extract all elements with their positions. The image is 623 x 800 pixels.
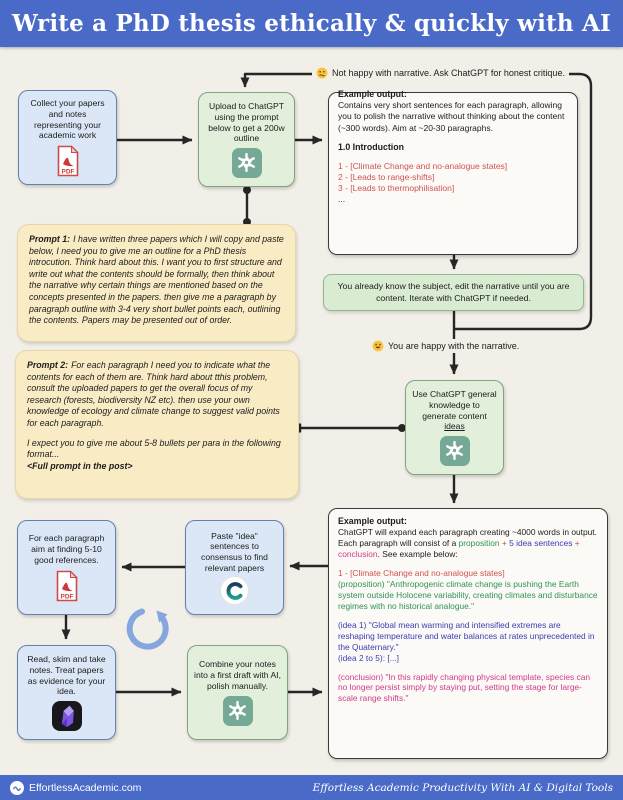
footer-site <box>10 781 141 795</box>
generate-ideas-step <box>405 380 504 475</box>
chatgpt-icon <box>232 148 262 178</box>
footer-tagline: Effortless Academic Productivity With AI & Digital Tools <box>312 781 613 794</box>
consensus-search-step <box>185 520 284 615</box>
effortless-academic-logo <box>10 781 24 795</box>
prompt2-note <box>15 350 299 499</box>
svg-text:PDF: PDF <box>60 593 73 601</box>
prompt2-full-prompt-note: <Full prompt in the post> <box>27 460 133 471</box>
prompt1-label: Prompt 1: <box>29 234 71 244</box>
obsidian-icon <box>52 701 82 731</box>
not-happy-feedback-label: Not happy with narrative. Ask ChatGPT for honest critique. <box>312 66 569 80</box>
footer-site-label: EffortlessAcademic.com <box>29 781 142 794</box>
example2-idea-range: (idea 2 to 5): [...] <box>338 652 399 663</box>
example2-idea: (idea 1) "Global mean warming and intensified extremes are reshaping temperature and water balances at rates unprecedented in the Quaternary." <box>338 619 595 652</box>
chatgpt-icon <box>223 696 253 726</box>
example2-proposition: (proposition) "Anthropogenic climate change is pushing the Earth system outside Holocene variability, creating climates and disturbance regimes with no historical analogue." <box>338 579 598 611</box>
example1-subheading: 1.0 Introduction <box>338 141 404 152</box>
example2-heading: Example output: <box>338 516 407 526</box>
read-take-notes-step <box>17 645 116 740</box>
consensus-icon <box>221 577 248 604</box>
upload-chatgpt-step <box>198 92 295 187</box>
example-output-outline-panel <box>328 89 578 255</box>
generate-ideas-label: Use ChatGPT general knowledge to generate content ideas <box>412 389 497 432</box>
prompt1-text: I have written three papers which I will copy and paste below, I need you to give me an outline for a PhD thesis introcution. Think hard about this. I want you to first structure and write out what the contents should be formally, then think about the narrative why certain things are mentioned based on the concepts presented in the papers. then give me a paragraph by paragraph outline with 3-4 very short bullet points each, outlining the contents. Papers may be presented out of order. <box>29 234 284 326</box>
cycle-arrow-icon <box>122 602 174 656</box>
confused-face-icon <box>316 67 328 79</box>
prompt1-note <box>17 224 296 342</box>
combine-draft-step <box>187 645 288 740</box>
example2-intro: ChatGPT will expand each paragraph creating ~4000 words in output. Each paragraph will consist of a proposition + 5 idea sentences + conclusion. See example below: <box>338 527 597 560</box>
combine-draft-label: Combine your notes into a first draft with AI, polish manually. <box>194 659 281 691</box>
outline-ellipsis: ... <box>338 194 346 205</box>
pdf-icon <box>54 570 80 602</box>
page-title: Write a PhD thesis ethically & quickly with AI <box>12 10 611 37</box>
example1-body: Contains very short sentences for each paragraph, allowing you to polish the narrative without thinking about the content (~300 words). Aim at ~20-30 paragraphs. <box>338 100 565 133</box>
upload-chatgpt-label: Upload to ChatGPT using the prompt below to get a 200w outline <box>208 101 285 144</box>
outline-item: 2 - [Leads to range-shifts] <box>338 172 435 183</box>
example2-conclusion: (conclusion) "In this rapidly changing physical template, species can no longer persist simply by staying put, setting the stage for large-scale range shifts." <box>338 671 591 704</box>
outline-item: 3 - [Leads to thermophilisation] <box>338 183 455 194</box>
find-references-label: For each paragraph aim at finding 5-10 good references. <box>28 533 105 565</box>
happy-feedback-label: You are happy with the narrative. <box>368 339 523 353</box>
prompt2-label: Prompt 2: <box>27 360 69 370</box>
collect-papers-label: Collect your papers and notes representing your academic work <box>30 98 105 141</box>
title-banner <box>0 0 623 47</box>
prompt2-expectation: I expect you to give me about 5-8 bullets per para in the following format... <box>27 437 281 460</box>
iterate-narrative-label: You already know the subject, edit the narrative until you are content. Iterate with ChatGPT if needed. <box>337 281 570 303</box>
example-output-draft-panel <box>328 508 608 759</box>
footer-banner <box>0 775 623 800</box>
read-take-notes-label: Read, skim and take notes. Treat papers as evidence for your idea. <box>27 654 106 697</box>
collect-papers-step <box>18 90 117 185</box>
outline-item: 1 - [Climate Change and no-analogue states] <box>338 160 508 171</box>
chatgpt-icon <box>440 436 470 466</box>
find-references-step <box>17 520 116 615</box>
consensus-search-label: Paste "idea" sentences to consensus to find relevant papers <box>201 530 268 573</box>
happy-face-icon <box>372 340 384 352</box>
pdf-icon <box>55 145 81 177</box>
example2-outline-item: 1 - [Climate Change and no-analogue states] <box>338 568 505 579</box>
iterate-narrative-step <box>323 274 584 311</box>
example1-heading: Example output: <box>338 89 407 99</box>
prompt2-text: For each paragraph I need you to indicate what the contents for each of them are. Think hard about tthis problem, consult the uploaded papers to get the overall focus of my research (forests, biodiversity NZ etc). then use your own knowledge of ecology and climate change to suggest valid points for each paragraph. <box>27 360 280 429</box>
svg-text:PDF: PDF <box>61 168 74 176</box>
